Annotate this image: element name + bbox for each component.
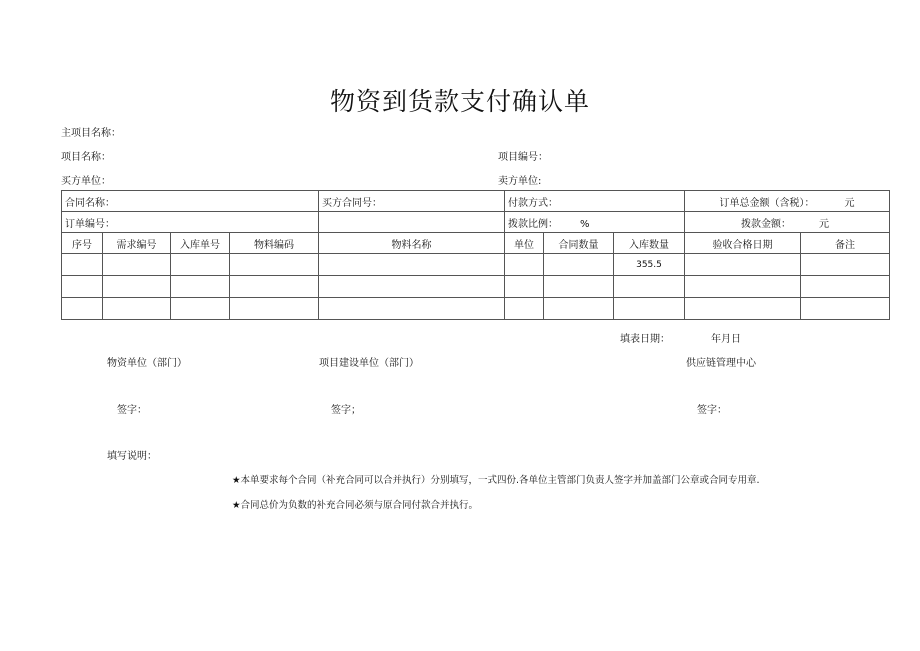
fill-date-label: 填表日期： — [620, 334, 670, 345]
table-cell — [544, 276, 614, 298]
col-header: 验收合格日期 — [685, 233, 801, 254]
ratio-percent: % — [580, 218, 590, 230]
table-cell — [544, 254, 614, 276]
col-header: 需求编号 — [103, 233, 171, 254]
table-cell — [171, 298, 230, 320]
form-title: 物资到货款支付确认单 — [329, 87, 590, 116]
table-cell — [103, 254, 171, 276]
table-cell — [685, 276, 801, 298]
ratio-label: 拨款比例： — [508, 218, 558, 230]
table-cell — [801, 276, 890, 298]
material-unit-label: 物资单位（部门） — [107, 358, 187, 369]
payment-method-cell: 付款方式： — [505, 191, 685, 212]
table-cell — [171, 276, 230, 298]
order-total-label: 订单总金额（含税）： — [719, 197, 815, 209]
col-header: 单位 — [505, 233, 544, 254]
order-blank-cell — [319, 212, 505, 233]
table-cell — [62, 254, 103, 276]
table-cell — [230, 298, 319, 320]
note-item-2: ★合同总价为负数的补充合同必须与原合同付款合并执行。 — [232, 500, 479, 511]
table-cell — [103, 276, 171, 298]
contract-name-cell: 合同名称： — [62, 191, 319, 212]
contract-row — [62, 191, 890, 212]
table-cell — [230, 254, 319, 276]
col-header: 物料编码 — [230, 233, 319, 254]
ratio-cell — [505, 212, 685, 233]
order-row — [62, 212, 890, 233]
table-cell — [319, 254, 505, 276]
construction-unit-label: 项目建设单位（部门） — [319, 358, 419, 369]
col-header: 入库单号 — [171, 233, 230, 254]
table-cell — [685, 254, 801, 276]
col-header: 物料名称 — [319, 233, 505, 254]
signature-label-2: 签字； — [331, 405, 361, 416]
supply-chain-label: 供应链管理中心 — [686, 358, 756, 369]
table-cell — [801, 298, 890, 320]
table-cell — [319, 276, 505, 298]
notes-heading: 填写说明： — [107, 451, 157, 462]
table-cell — [614, 298, 685, 320]
fill-date-value: 年月日 — [711, 334, 741, 345]
table-cell — [685, 298, 801, 320]
table-cell — [62, 298, 103, 320]
table-cell — [505, 298, 544, 320]
project-name-label: 项目名称： — [61, 152, 111, 163]
payment-table — [61, 190, 890, 320]
table-cell — [505, 254, 544, 276]
signature-label-1: 签字： — [117, 405, 147, 416]
amount-cell — [685, 212, 890, 233]
table-cell — [801, 254, 890, 276]
buyer-contract-no-cell: 买方合同号： — [319, 191, 505, 212]
col-header: 备注 — [801, 233, 890, 254]
table-row — [62, 298, 890, 320]
table-cell — [230, 276, 319, 298]
table-row — [62, 276, 890, 298]
col-header: 合同数量 — [544, 233, 614, 254]
order-no-cell: 订单编号： — [62, 212, 319, 233]
table-cell — [103, 298, 171, 320]
table-cell — [319, 298, 505, 320]
table-cell — [544, 298, 614, 320]
order-total-cell — [685, 191, 890, 212]
signature-label-3: 签字： — [697, 405, 727, 416]
seller-label: 卖方单位: — [498, 176, 542, 187]
col-header: 序号 — [62, 233, 103, 254]
amount-unit: 元 — [819, 218, 829, 230]
table-cell — [614, 276, 685, 298]
project-no-label: 项目编号： — [498, 152, 548, 163]
table-cell — [171, 254, 230, 276]
amount-label: 拨款金额： — [741, 218, 791, 230]
table-cell — [505, 276, 544, 298]
table-cell — [62, 276, 103, 298]
order-total-unit: 元 — [844, 197, 855, 209]
note-item-1: ★本单要求每个合同（补充合同可以合并执行）分别填写，一式四份.各单位主管部门负责人签字并加盖部门公章或合同专用章. — [232, 475, 760, 486]
table-row — [62, 254, 890, 276]
col-header: 入库数量 — [614, 233, 685, 254]
column-header-row — [62, 233, 890, 254]
main-project-label: 主项目名称： — [61, 128, 121, 139]
table-cell: 355.5 — [614, 254, 685, 276]
buyer-label: 买方单位： — [61, 176, 111, 187]
